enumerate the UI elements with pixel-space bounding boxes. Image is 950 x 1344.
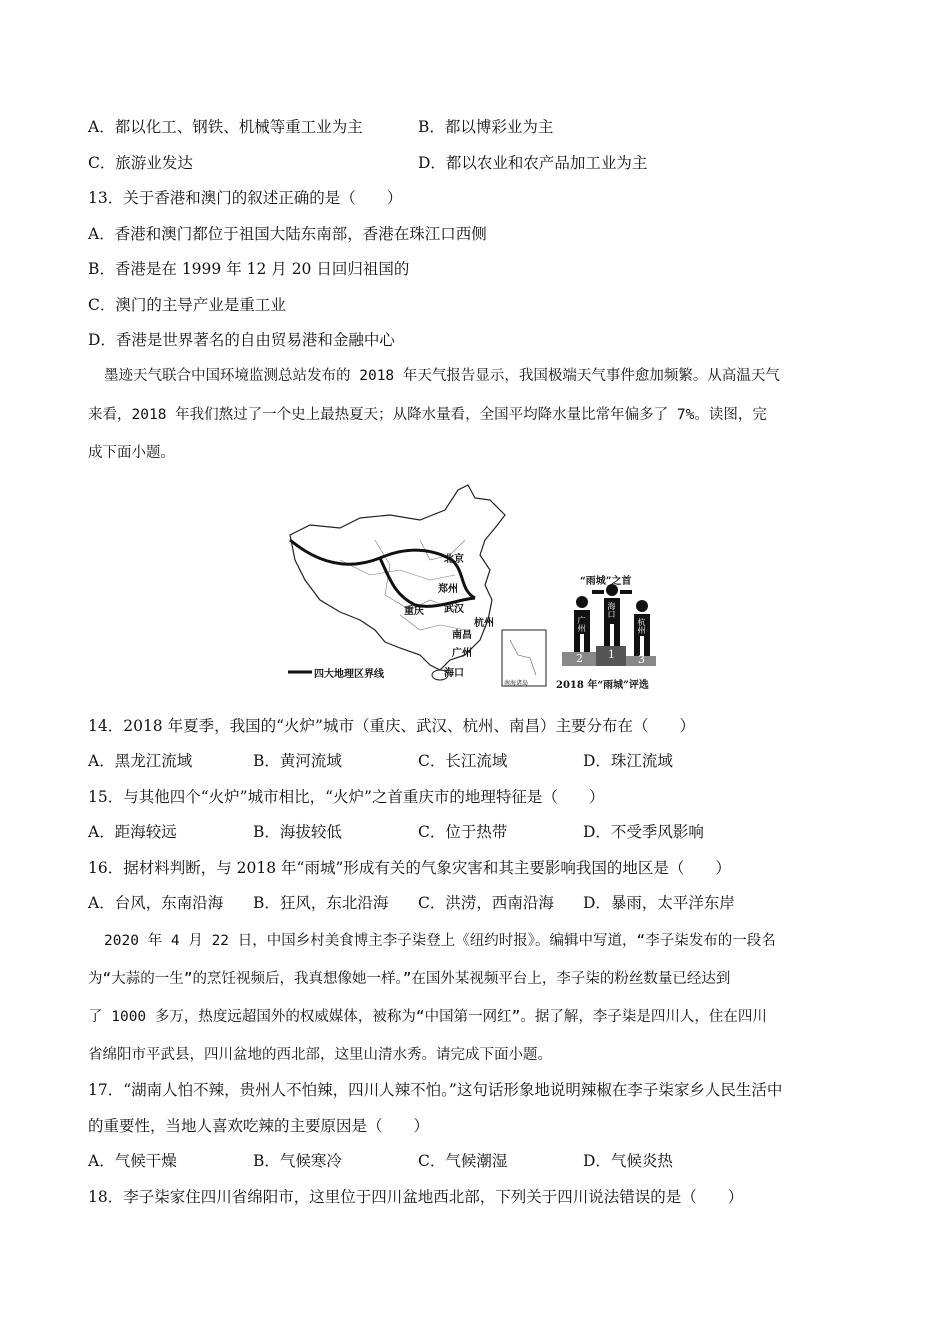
q17-stem-line1: 17．“湖南人怕不辣，贵州人不怕辣，四川人辣不怕。”这句话形象地说明辣椒在李子柒家乡人民生活中: [88, 1081, 783, 1099]
q17-stem-line2: 的重要性，当地人喜欢吃辣的主要原因是（ ）: [88, 1117, 430, 1135]
q16-option-b: B．狂风，东北沿海: [253, 894, 389, 912]
podium-caption: 2018 年“雨城”评选: [556, 680, 649, 691]
city-label: 海口: [444, 668, 464, 679]
podium-title: “雨城”之首: [580, 576, 632, 587]
q15-option-a: A．距海较远: [88, 823, 177, 841]
passage1-line1: 墨迹天气联合中国环境监测总站发布的 2018 年天气报告显示，我国极端天气事件愈加频繁。从高温天气: [104, 368, 780, 384]
q12-option-d: D．都以农业和农产品加工业为主: [418, 154, 648, 172]
q12-option-a: A．都以化工、钢铁、机械等重工业为主: [88, 118, 363, 136]
q15-stem: 15．与其他四个“火炉”城市相比，“火炉”之首重庆市的地理特征是（ ）: [88, 788, 605, 806]
passage1-line3: 成下面小题。: [88, 445, 175, 461]
passage2-line4: 省绵阳市平武县，四川盆地的西北部，这里山清水秀。请完成下面小题。: [88, 1047, 552, 1063]
q14-stem: 14．2018 年夏季，我国的“火炉”城市（重庆、武汉、杭州、南昌）主要分布在（ ）: [88, 717, 695, 735]
q13-option-b: B．香港是在 1999 年 12 月 20 日回归祖国的: [88, 260, 410, 278]
city-label: 杭州: [474, 618, 494, 629]
q15-option-d: D．不受季风影响: [583, 823, 704, 841]
passage2-line2: 为“大蒜的一生”的烹饪视频后，我真想像她一样。”在国外某视频平台上，李子柒的粉丝数量已经达到: [88, 971, 731, 987]
podium-person: 海口: [607, 602, 616, 618]
podium-rank: 1: [608, 648, 615, 661]
passage2-line3: 了 1000 多万，热度远超国外的权威媒体，被称为“中国第一网红”。据了解，李子柒是四川人，住在四川: [88, 1009, 767, 1025]
podium-person: 杭州: [637, 618, 646, 634]
china-outline: [290, 485, 505, 670]
q12-option-b: B．都以博彩业为主: [418, 118, 554, 136]
q17-option-b: B．气候寒冷: [253, 1152, 342, 1170]
q16-option-a: A．台风，东南沿海: [88, 894, 224, 912]
q16-stem: 16．据材料判断，与 2018 年“雨城”形成有关的气象灾害和其主要影响我国的地区是（ ）: [88, 859, 731, 877]
city-label: 广州: [452, 648, 472, 659]
city-label: 重庆: [404, 606, 424, 617]
q17-option-c: C．气候潮湿: [418, 1152, 508, 1170]
q12-option-c: C．旅游业发达: [88, 154, 193, 172]
q14-option-c: C．长江流域: [418, 752, 508, 770]
podium-rank: 3: [638, 653, 645, 666]
q13-option-c: C．澳门的主导产业是重工业: [88, 296, 286, 314]
q13-option-a: A．香港和澳门都位于祖国大陆东南部，香港在珠江口西侧: [88, 225, 487, 243]
q16-option-c: C．洪涝，西南沿海: [418, 894, 554, 912]
q14-option-d: D．珠江流域: [583, 752, 673, 770]
city-label: 郑州: [438, 584, 458, 595]
q14-option-a: A．黑龙江流域: [88, 752, 193, 770]
q18-stem: 18．李子柒家住四川省绵阳市，这里位于四川盆地西北部，下列关于四川说法错误的是（ ）: [88, 1188, 744, 1206]
q15-option-b: B．海拔较低: [253, 823, 342, 841]
passage1-line2: 来看，2018 年我们熬过了一个史上最热夏天；从降水量看，全国平均降水量比常年偏多了 7%。读图，完: [88, 407, 767, 423]
q17-option-d: D．气候炎热: [583, 1152, 673, 1170]
q14-option-b: B．黄河流域: [253, 752, 342, 770]
map-legend: 四大地理区界线: [314, 669, 384, 680]
q13-option-d: D．香港是世界著名的自由贸易港和金融中心: [88, 331, 395, 349]
city-label: 武汉: [444, 604, 464, 615]
q17-option-a: A．气候干燥: [88, 1152, 177, 1170]
q15-option-c: C．位于热带: [418, 823, 508, 841]
q16-option-d: D．暴雨，太平洋东岸: [583, 894, 735, 912]
inset-label: 南海诸岛: [504, 680, 529, 687]
podium-rank: 2: [576, 652, 583, 665]
q13-stem: 13．关于香港和澳门的叙述正确的是（ ）: [88, 189, 403, 207]
city-label: 南昌: [452, 630, 472, 641]
passage2-line1: 2020 年 4 月 22 日，中国乡村美食博主李子柒登上《纽约时报》。编辑中写道，“李子柒发布的一段名: [104, 933, 776, 949]
podium-person: 广州: [577, 616, 586, 632]
city-label: 北京: [444, 554, 464, 565]
china-map-figure: [280, 480, 670, 690]
